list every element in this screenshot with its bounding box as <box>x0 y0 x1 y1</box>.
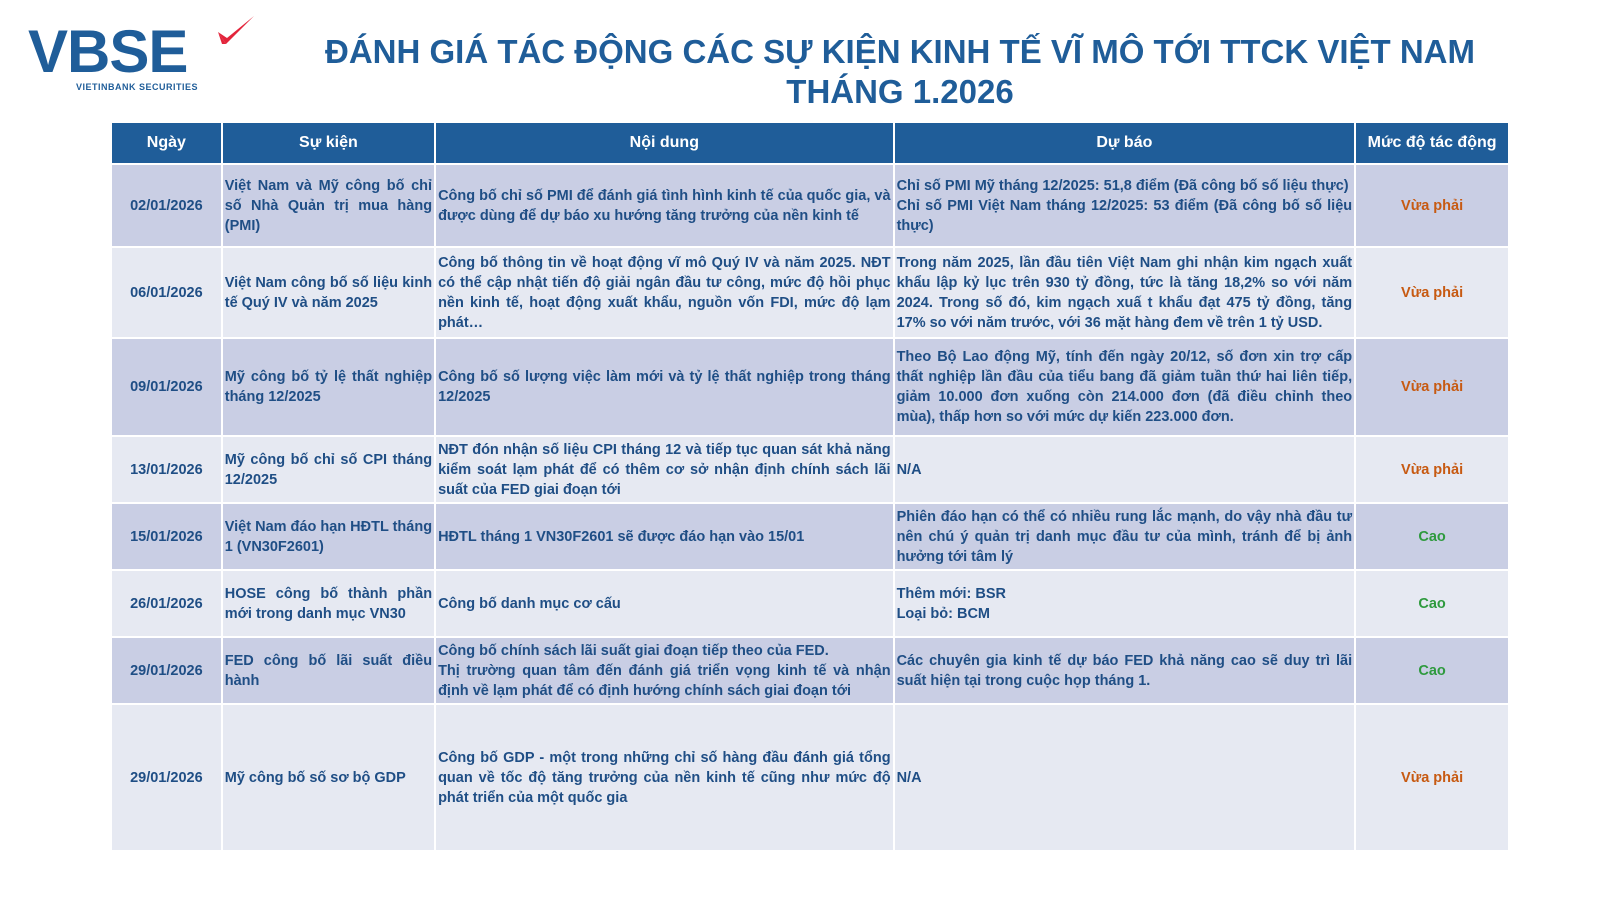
row-content: NĐT đón nhận số liệu CPI tháng 12 và tiếp tục quan sát khả năng kiểm soát lạm phát để có thêm cơ sở nhận định chính sách lãi suất của FED giai đoạn tới <box>436 437 893 502</box>
events-table-container <box>110 121 1510 852</box>
checkmark-icon <box>196 14 266 54</box>
forecast-line: Thêm mới: BSR <box>896 585 1006 602</box>
vbse-logo <box>28 14 258 94</box>
forecast-line: Chỉ số PMI Việt Nam tháng 12/2025: 53 điểm (Đã công bố số liệu thực) <box>896 197 1353 234</box>
row-date: 09/01/2026 <box>112 339 221 435</box>
row-content: Công bố chỉ số PMI để đánh giá tình hình kinh tế của quốc gia, và được dùng để dự báo xu hướng tăng trưởng của nền kinh tế <box>436 165 893 246</box>
content-line: Công bố chính sách lãi suất giai đoạn tiếp theo của FED. <box>438 642 829 659</box>
row-event: Mỹ công bố số sơ bộ GDP <box>223 705 434 850</box>
row-event: HOSE công bố thành phần mới trong danh mục VN30 <box>223 571 434 636</box>
row-forecast: N/A <box>895 705 1355 850</box>
table-row <box>112 437 1508 502</box>
row-date: 29/01/2026 <box>112 638 221 703</box>
row-impact: Vừa phải <box>1356 165 1508 246</box>
row-forecast <box>895 571 1355 636</box>
table-row <box>112 638 1508 703</box>
row-event: FED công bố lãi suất điều hành <box>223 638 434 703</box>
row-impact: Vừa phải <box>1356 705 1508 850</box>
row-event: Mỹ công bố tỷ lệ thất nghiệp tháng 12/2025 <box>223 339 434 435</box>
table-row <box>112 504 1508 569</box>
row-impact: Cao <box>1356 638 1508 703</box>
row-forecast <box>895 165 1355 246</box>
row-impact: Vừa phải <box>1356 437 1508 502</box>
header-content: Nội dung <box>436 123 893 163</box>
table-row <box>112 571 1508 636</box>
header-event: Sự kiện <box>223 123 434 163</box>
row-forecast: N/A <box>895 437 1355 502</box>
title-line-2: THÁNG 1.2026 <box>786 73 1014 110</box>
row-event: Việt Nam và Mỹ công bố chỉ số Nhà Quản trị mua hàng (PMI) <box>223 165 434 246</box>
row-content: Công bố thông tin về hoạt động vĩ mô Quý IV và năm 2025. NĐT có thể cập nhật tiến độ giải ngân đầu tư công, mức độ hồi phục nền kinh tế, hoạt động xuất khẩu, nguồn vốn FDI, mức độ lạm phát… <box>436 248 893 337</box>
row-forecast: Phiên đáo hạn có thể có nhiều rung lắc mạnh, do vậy nhà đầu tư nên chú ý quản trị danh mục đầu tư của mình, tránh để bị ảnh hưởng tới tâm lý <box>895 504 1355 569</box>
table-header-row <box>112 123 1508 163</box>
row-event: Việt Nam công bố số liệu kinh tế Quý IV và năm 2025 <box>223 248 434 337</box>
header-date: Ngày <box>112 123 221 163</box>
row-content: HĐTL tháng 1 VN30F2601 sẽ được đáo hạn vào 15/01 <box>436 504 893 569</box>
row-impact: Cao <box>1356 571 1508 636</box>
page-title <box>280 32 1520 112</box>
row-forecast: Theo Bộ Lao động Mỹ, tính đến ngày 20/12, số đơn xin trợ cấp thất nghiệp lần đầu của tiểu bang đã giảm tuần thứ hai liên tiếp, giảm 10.000 đơn xuống còn 214.000 đơn (đã điều chỉnh theo mùa), thấp hơn so với mức dự kiến 223.000 đơn. <box>895 339 1355 435</box>
forecast-line: Loại bỏ: BCM <box>896 605 990 622</box>
row-content: Công bố GDP - một trong những chỉ số hàng đầu đánh giá tổng quan về tốc độ tăng trưởng của nền kinh tế cũng như mức độ phát triển của một quốc gia <box>436 705 893 850</box>
row-forecast: Trong năm 2025, lần đầu tiên Việt Nam ghi nhận kim ngạch xuất khẩu lập kỷ lục trên 930 tỷ đồng, tức là tăng 18,2% so với năm 2024. Trong số đó, kim ngạch xuấ t khẩu đạt 475 tỷ đồng, tăng 17% so với năm trước, với 36 mặt hàng đem về trên 1 tỷ USD. <box>895 248 1355 337</box>
table-row <box>112 165 1508 246</box>
row-date: 06/01/2026 <box>112 248 221 337</box>
row-date: 29/01/2026 <box>112 705 221 850</box>
row-impact: Vừa phải <box>1356 248 1508 337</box>
header-impact: Mức độ tác động <box>1356 123 1508 163</box>
content-line: Thị trường quan tâm đến đánh giá triển vọng kinh tế và nhận định về lạm phát để có định hướng chính sách giai đoạn tới <box>438 662 891 699</box>
row-event: Việt Nam đáo hạn HĐTL tháng 1 (VN30F2601) <box>223 504 434 569</box>
title-line-1: ĐÁNH GIÁ TÁC ĐỘNG CÁC SỰ KIỆN KINH TẾ VĨ MÔ TỚI TTCK VIỆT NAM <box>324 33 1476 70</box>
logo-text: VBSE <box>28 18 188 85</box>
row-content <box>436 638 893 703</box>
row-event: Mỹ công bố chỉ số CPI tháng 12/2025 <box>223 437 434 502</box>
header-forecast: Dự báo <box>895 123 1355 163</box>
row-date: 13/01/2026 <box>112 437 221 502</box>
row-impact: Vừa phải <box>1356 339 1508 435</box>
row-impact: Cao <box>1356 504 1508 569</box>
events-table <box>110 121 1510 852</box>
row-content: Công bố danh mục cơ cấu <box>436 571 893 636</box>
row-content: Công bố số lượng việc làm mới và tỷ lệ thất nghiệp trong tháng 12/2025 <box>436 339 893 435</box>
table-row <box>112 339 1508 435</box>
row-date: 02/01/2026 <box>112 165 221 246</box>
table-row <box>112 248 1508 337</box>
row-forecast: Các chuyên gia kinh tế dự báo FED khả năng cao sẽ duy trì lãi suất hiện tại trong cuộc họp tháng 1. <box>895 638 1355 703</box>
table-row <box>112 705 1508 850</box>
forecast-line: Chỉ số PMI Mỹ tháng 12/2025: 51,8 điểm (Đã công bố số liệu thực) <box>896 177 1349 194</box>
row-date: 26/01/2026 <box>112 571 221 636</box>
logo-subtitle: VIETINBANK SECURITIES <box>76 82 199 92</box>
row-date: 15/01/2026 <box>112 504 221 569</box>
